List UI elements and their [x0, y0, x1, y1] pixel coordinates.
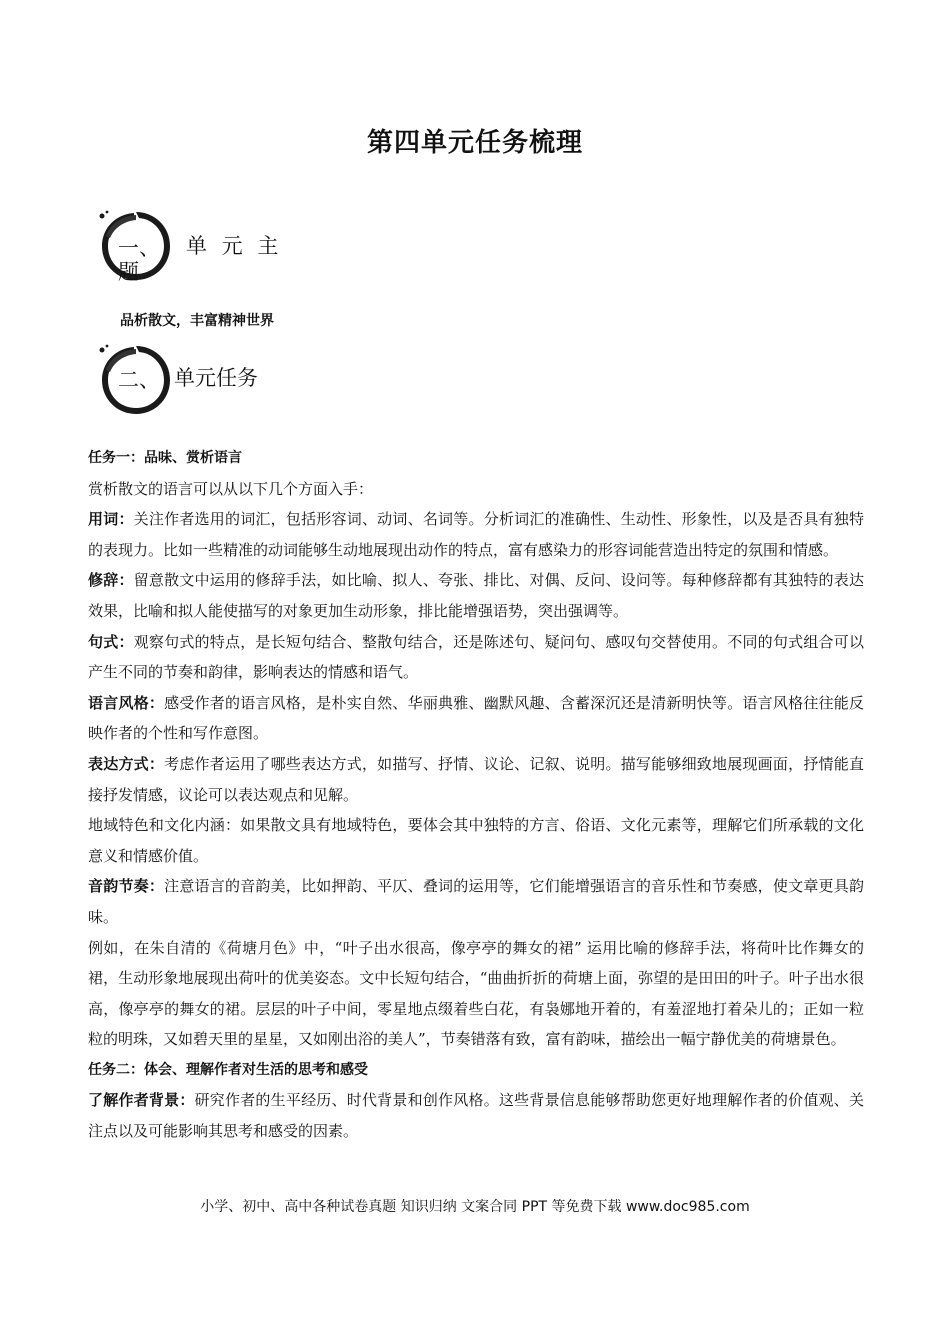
term-text: 感受作者的语言风格，是朴实自然、华丽典雅、幽默风趣、含蓄深沉还是清新明快等。语言风格往往能反映作者的个性和写作意图。: [88, 693, 864, 743]
paragraph-rhythm: [88, 871, 864, 932]
term-label: 句式：: [88, 632, 134, 651]
paragraph-rhetoric: [88, 565, 864, 626]
term-text: 关注作者选用的词汇，包括形容词、动词、名词等。分析词汇的准确性、生动性、形象性，以及是否具有独特的表现力。比如一些精准的动词能够生动地展现出动作的特点，富有感染力的形容词能营造出特定的氛围和情感。: [88, 510, 864, 559]
term-label: 了解作者背景：: [88, 1091, 195, 1110]
section-title: 单元任务: [174, 366, 258, 390]
term-text: 注意语言的音韵美，比如押韵、平仄、叠词的运用等，它们能增强语言的音乐性和节奏感，使文章更具韵味。: [88, 877, 864, 926]
section-heading-theme: [96, 206, 496, 286]
task-two-heading: 任务二：体会、理解作者对生活的思考和感受: [88, 1061, 368, 1078]
term-text: 研究作者的生平经历、时代背景和创作风格。这些背景信息能够帮助您更好地理解作者的价值观、关注点以及可能影响其思考和感受的因素。: [88, 1091, 864, 1141]
term-label: 音韵节奏：: [88, 877, 165, 896]
term-text: 考虑作者运用了哪些表达方式，如描写、抒情、议论、记叙、说明。描写能够细致地展现画面，抒情能直接抒发情感，议论可以表达观点和见解。: [88, 754, 864, 804]
term-label: 语言风格：: [88, 693, 165, 712]
term-label: 修辞：: [88, 571, 134, 590]
paragraph-word-choice: [88, 504, 864, 565]
paragraph-sentence-pattern: [88, 627, 864, 688]
section-number: 二、: [118, 368, 160, 392]
term-text: 留意散文中运用的修辞手法，如比喻、拟人、夸张、排比、对偶、反问、设问等。每种修辞都有其独特的表达效果，比喻和拟人能使描写的对象更加生动形象，排比能增强语势，突出强调等。: [88, 571, 864, 620]
paragraph-regional-culture: [88, 810, 864, 871]
page-footer: 小学、初中、高中各种试卷真题 知识归纳 文案合同 PPT 等免费下载 www.doc985.com: [200, 1199, 750, 1215]
section-title-wrap: 题: [118, 260, 139, 284]
term-text: 地域特色和文化内涵：如果散文具有地域特色，要体会其中独特的方言、俗语、文化元素等，理解它们所承载的文化意义和情感价值。: [88, 816, 864, 865]
task-one-intro: 赏析散文的语言可以从以下几个方面入手：: [88, 479, 374, 498]
paragraph-example: 例如，在朱自清的《荷塘月色》中，“叶子出水很高，像亭亭的舞女的裙” 运用比喻的修辞手法，将荷叶比作舞女的裙，生动形象地展现出荷叶的优美姿态。文中长短句结合，“曲曲折折的荷塘上面，弥望的是田田的叶子。叶子出水很高，像亭亭的舞女的裙。层层的叶子中间，零星地点缀着些白花，有袅娜地开着的，有羞涩地打着朵儿的；正如一粒粒的明珠，又如碧天里的星星，又如刚出浴的美人”，节奏错落有致，富有韵味，描绘出一幅宁静优美的荷塘景色。: [88, 938, 864, 1049]
paragraph-language-style: [88, 688, 864, 749]
task-content: [88, 443, 864, 1147]
term-text: 观察句式的特点，是长短句结合、整散句结合，还是陈述句、疑问句、感叹句交替使用。不同的句式组合可以产生不同的节奏和韵律，影响表达的情感和语气。: [88, 632, 864, 682]
section-number: 一、: [118, 236, 160, 260]
paragraph-author-background: [88, 1085, 864, 1146]
section-heading-tasks: [96, 340, 496, 420]
unit-theme-text: 品析散文，丰富精神世界: [120, 313, 274, 329]
term-label: 用词：: [88, 510, 134, 529]
page-title: 第四单元任务梳理: [366, 128, 583, 158]
task-one-heading: 任务一：品味、赏析语言: [88, 450, 242, 466]
term-label: 表达方式：: [88, 754, 165, 773]
paragraph-expression: [88, 749, 864, 810]
section-title: 单 元 主: [186, 234, 283, 258]
